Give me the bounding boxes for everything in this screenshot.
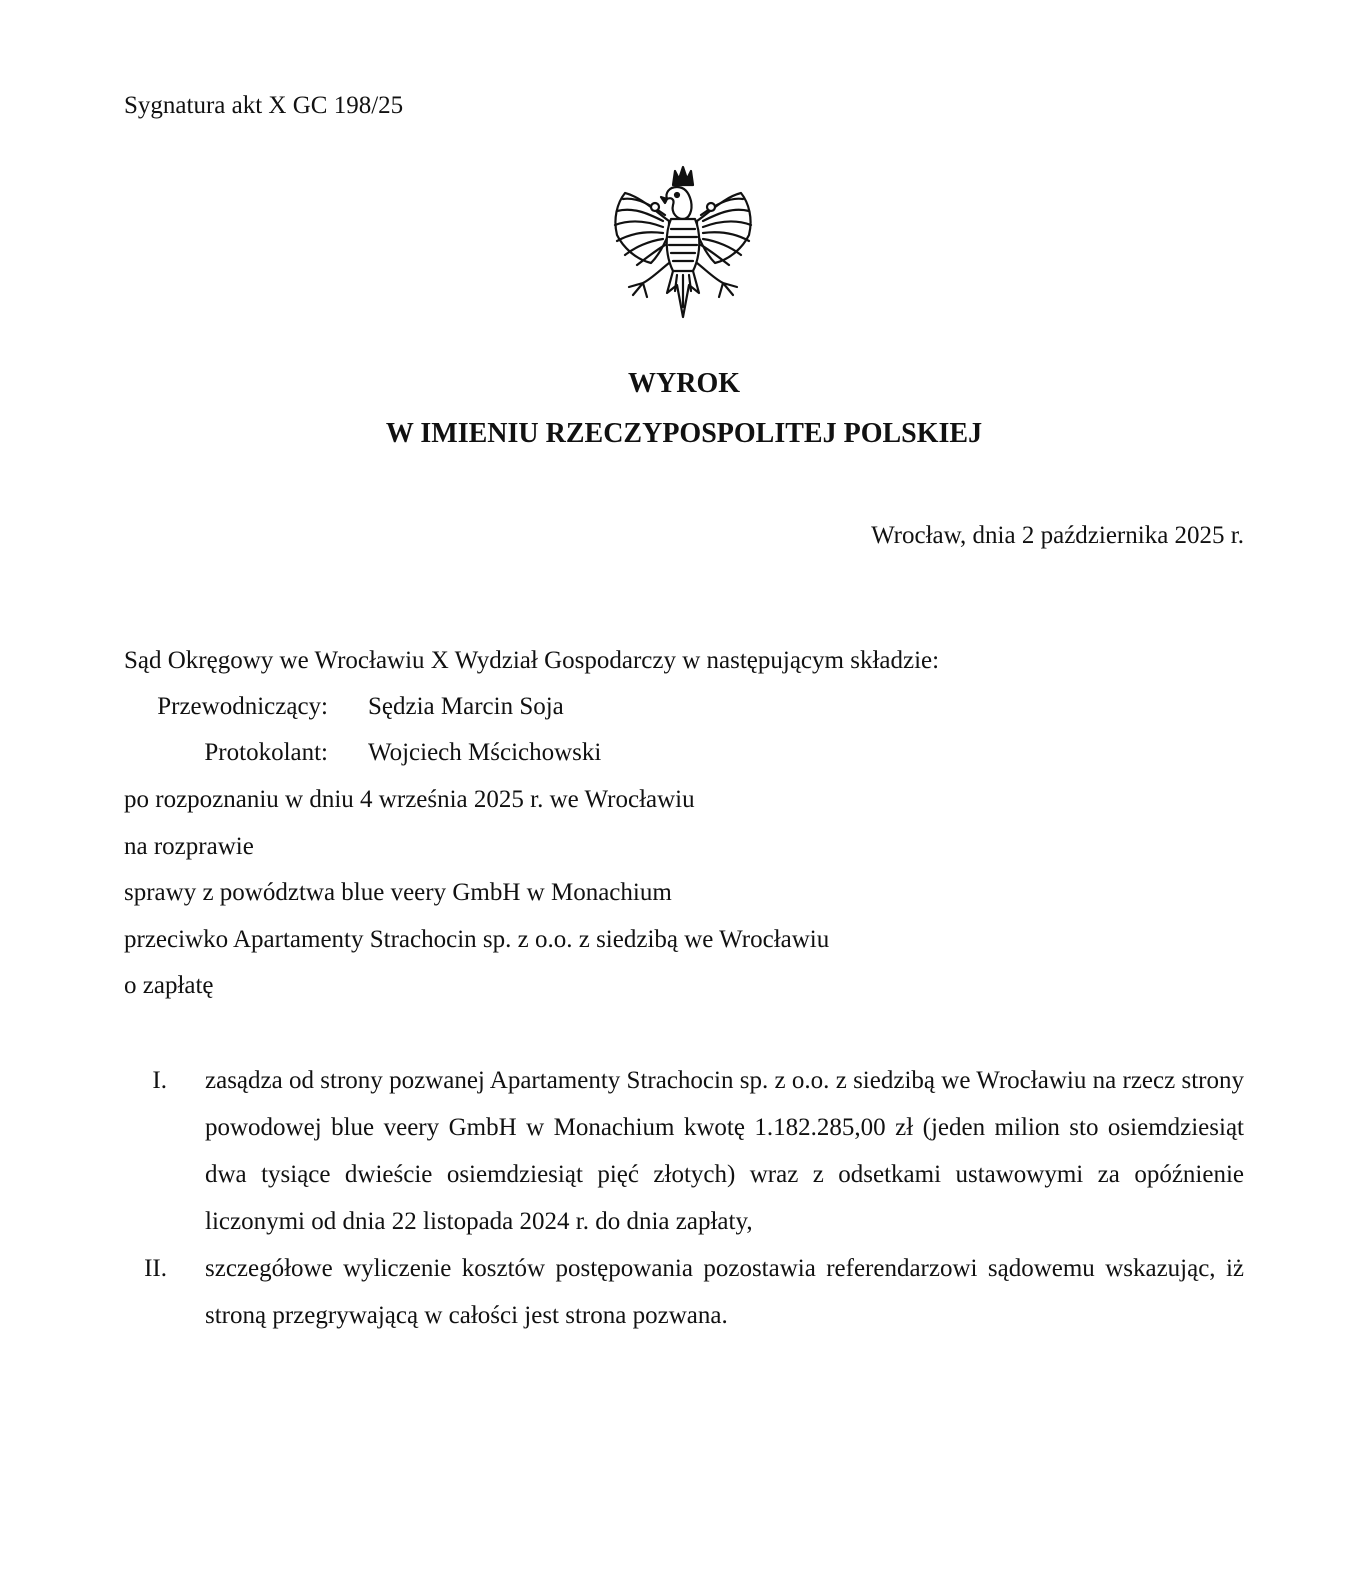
judgment-title: WYROK <box>628 368 740 399</box>
presiding-judge-name: Sędzia Marcin Soja <box>368 693 564 720</box>
presiding-judge-label: Przewodniczący: <box>157 693 328 720</box>
defendant-line: przeciwko Apartamenty Strachocin sp. z o.o. z siedzibą we Wrocławiu <box>124 926 830 953</box>
ruling-text: szczegółowe wyliczenie kosztów postępowania pozostawia referendarzowi sądowemu wskazując, iż stroną przegrywającą w całości jest strona pozwana. <box>205 1255 1244 1329</box>
ruling-number: I. <box>152 1067 167 1094</box>
polish-eagle-emblem-icon <box>607 163 759 321</box>
hearing-date-line: po rozpoznaniu w dniu 4 września 2025 r. we Wrocławiu <box>124 786 695 813</box>
clerk-label: Protokolant: <box>204 739 328 766</box>
judgment-subtitle: W IMIENIU RZECZYPOSPOLITEJ POLSKIEJ <box>385 418 983 449</box>
ruling-item <box>124 1057 1244 1245</box>
claim-subject-line: o zapłatę <box>124 972 214 999</box>
place-and-date: Wrocław, dnia 2 października 2025 r. <box>871 522 1244 549</box>
ruling-text: zasądza od strony pozwanej Apartamenty Strachocin sp. z o.o. z siedzibą we Wrocławiu na rzecz strony powodowej blue veery GmbH w Monachium kwotę 1.182.285,00 zł (jeden milion sto osiemdziesiąt dwa tysiące dwieście osiemdziesiąt pięć złotych) wraz z odsetkami ustawowymi za opóźnienie liczonymi od dnia 22 listopada 2024 r. do dnia zapłaty, <box>205 1067 1244 1235</box>
ruling-item <box>124 1245 1244 1339</box>
ruling-number: II. <box>144 1255 167 1282</box>
plaintiff-line: sprawy z powództwa blue veery GmbH w Monachium <box>124 879 672 906</box>
court-composition-intro: Sąd Okręgowy we Wrocławiu X Wydział Gospodarczy w następującym składzie: <box>124 647 940 674</box>
hearing-type-line: na rozprawie <box>124 833 254 860</box>
clerk-name: Wojciech Mścichowski <box>368 739 602 766</box>
ruling-list <box>124 1057 1244 1339</box>
case-signature: Sygnatura akt X GC 198/25 <box>124 92 404 119</box>
